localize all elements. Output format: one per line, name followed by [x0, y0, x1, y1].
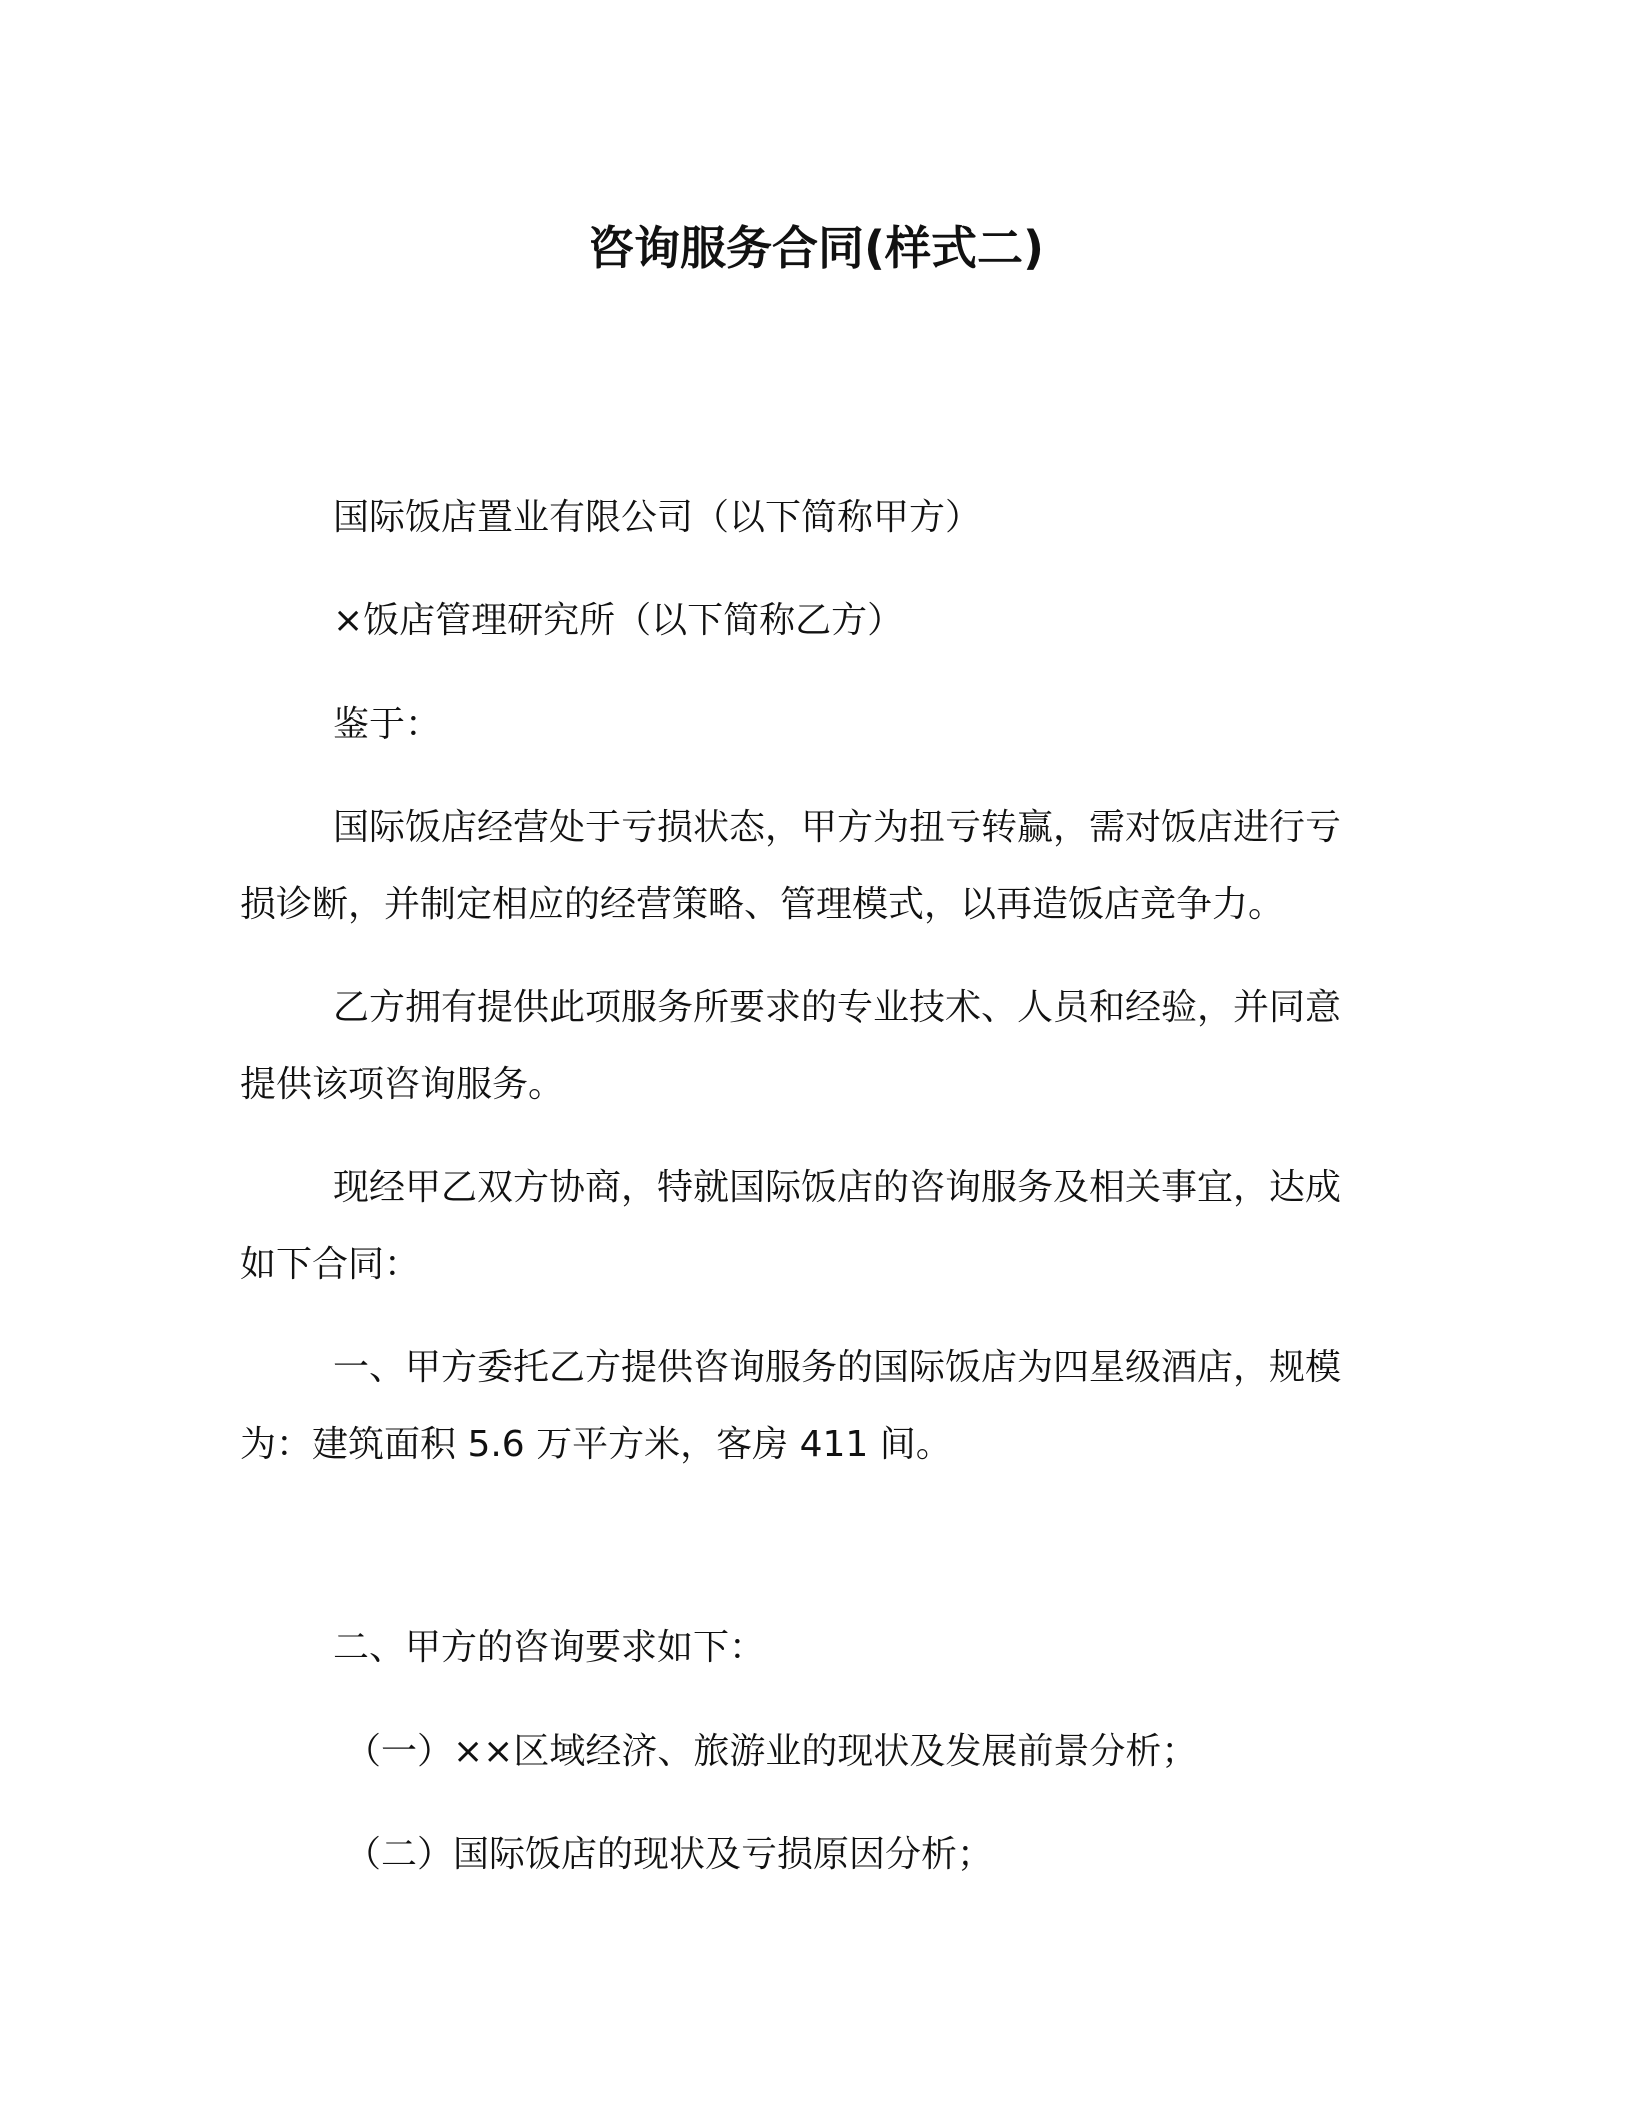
paragraph-2-line-2: 提供该项咨询服务。 [240, 1064, 565, 1105]
party-b-line: ×饭店管理研究所（以下简称乙方） [333, 600, 904, 641]
clause-1-line-2: 为：建筑面积 5.6 万平方米，客房 411 间。 [240, 1424, 952, 1465]
clause-1-line-1: 一、甲方委托乙方提供咨询服务的国际饭店为四星级酒店，规模 [333, 1347, 1342, 1388]
paragraph-2-line-1: 乙方拥有提供此项服务所要求的专业技术、人员和经验，并同意 [333, 987, 1342, 1028]
clause-2-item-1: （一）××区域经济、旅游业的现状及发展前景分析； [345, 1731, 1198, 1772]
party-a-line: 国际饭店置业有限公司（以下简称甲方） [333, 497, 982, 538]
whereas-line: 鉴于： [333, 704, 442, 745]
clause-2-item-2: （二）国际饭店的现状及亏损原因分析； [345, 1834, 994, 1875]
paragraph-3-line-1: 现经甲乙双方协商，特就国际饭店的咨询服务及相关事宜，达成 [333, 1167, 1342, 1208]
paragraph-1-line-2: 损诊断，并制定相应的经营策略、管理模式，以再造饭店竞争力。 [240, 884, 1285, 925]
clause-2-heading: 二、甲方的咨询要求如下： [333, 1627, 766, 1668]
document-title: 咨询服务合同(样式二) [587, 221, 1045, 275]
paragraph-3-line-2: 如下合同： [240, 1244, 421, 1285]
paragraph-1-line-1: 国际饭店经营处于亏损状态，甲方为扭亏转赢，需对饭店进行亏 [333, 807, 1342, 848]
